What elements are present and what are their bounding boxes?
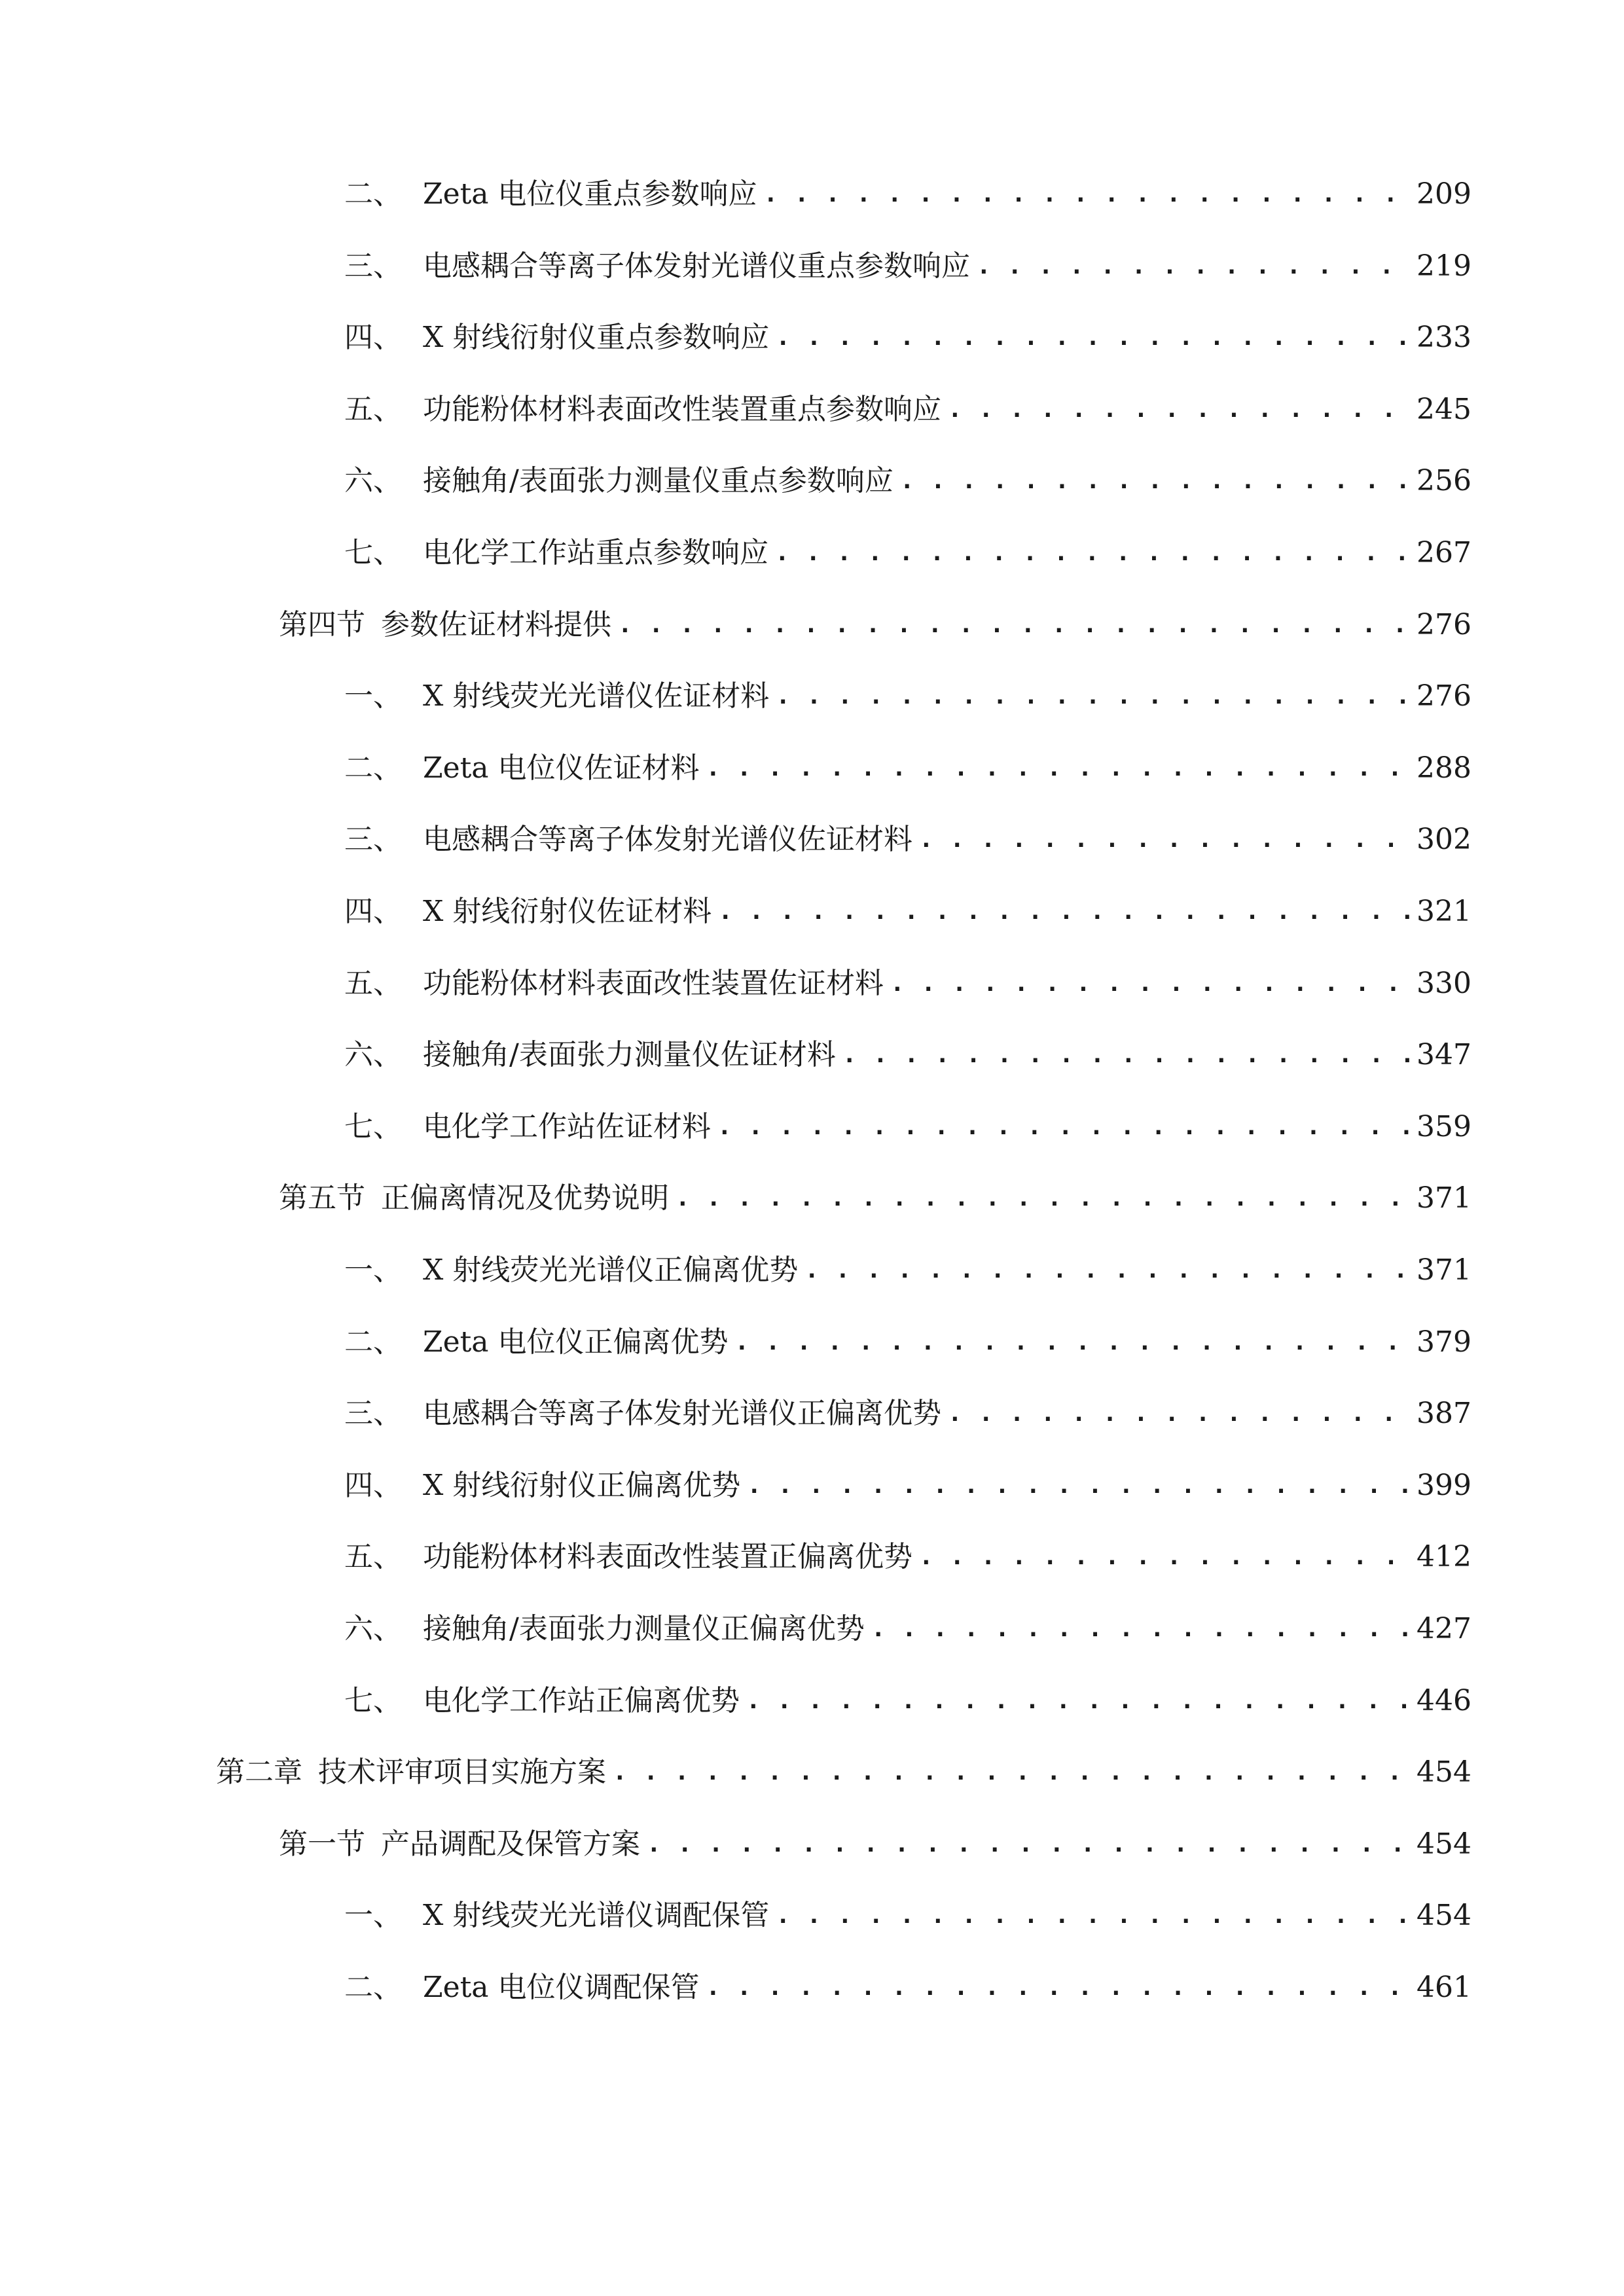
dot-leader [747,1463,1410,1509]
toc-entry-number: 七、 [344,1110,402,1143]
dot-leader [764,171,1411,217]
toc-entry-page-number: 427 [1416,1612,1471,1645]
toc-entry-title: 电化学工作站正偏离优势 [423,1684,740,1717]
toc-entry[interactable] [344,171,1471,217]
toc-entry[interactable] [344,1247,1471,1293]
toc-entry[interactable] [279,1821,1471,1867]
toc-entry-title: 电化学工作站重点参数响应 [423,536,768,569]
toc-entry-page-number: 267 [1416,536,1471,569]
toc-entry-number: 二、 [344,1971,402,2004]
toc-entry-title: 接触角/表面张力测量仪重点参数响应 [423,464,893,497]
toc-entry-page-number: 461 [1416,1971,1471,2004]
toc-entry-number: 第四节 [279,608,365,641]
toc-entry-page-number: 256 [1416,464,1471,497]
toc-entry-title: X 射线荧光光谱仪正偏离优势 [423,1253,799,1287]
toc-entry[interactable] [344,1032,1471,1078]
toc-entry[interactable] [344,387,1471,433]
toc-entry-page-number: 245 [1416,393,1471,426]
toc-entry[interactable] [216,1749,1471,1795]
toc-entry[interactable] [344,1893,1471,1939]
toc-entry-title: Zeta 电位仪正偏离优势 [423,1325,729,1359]
dot-leader [948,1391,1410,1437]
toc-entry[interactable] [344,673,1471,719]
toc-entry-number: 一、 [344,1253,402,1287]
toc-entry[interactable] [344,458,1471,504]
toc-entry[interactable] [344,1606,1471,1652]
dot-leader [718,889,1410,935]
toc-entry-title: X 射线衍射仪佐证材料 [423,895,712,928]
toc-entry[interactable] [344,315,1471,361]
toc-entry-number: 五、 [344,967,402,1000]
toc-entry-number: 二、 [344,751,402,785]
toc-entry-number: 六、 [344,1038,402,1071]
toc-entry-title: 功能粉体材料表面改性装置重点参数响应 [423,393,941,426]
dot-leader [647,1821,1410,1867]
toc-entry-title: X 射线荧光光谱仪佐证材料 [423,679,770,713]
toc-entry-page-number: 379 [1416,1325,1471,1359]
toc-entry-page-number: 454 [1416,1755,1471,1789]
toc-entry-page-number: 399 [1416,1469,1471,1502]
dot-leader [919,817,1410,863]
toc-entry[interactable] [344,1534,1471,1580]
toc-entry[interactable] [344,817,1471,863]
toc-entry-number: 六、 [344,464,402,497]
toc-entry-number: 第一节 [279,1827,365,1861]
toc-entry-title: 功能粉体材料表面改性装置佐证材料 [423,967,884,1000]
dot-leader [948,387,1410,433]
toc-entry-title: 产品调配及保管方案 [381,1827,640,1861]
toc-entry-page-number: 330 [1416,967,1471,1000]
toc-entry[interactable] [344,961,1471,1007]
toc-entry-page-number: 454 [1416,1827,1471,1861]
dot-leader [776,673,1410,719]
toc-entry-page-number: 371 [1416,1253,1471,1287]
toc-entry-number: 七、 [344,1684,402,1717]
dot-leader [776,315,1410,361]
toc-entry-number: 第五节 [279,1181,365,1215]
toc-entry-title: X 射线荧光光谱仪调配保管 [423,1899,770,1932]
dot-leader [717,1104,1410,1150]
toc-entry-page-number: 219 [1416,249,1471,283]
toc-entry-page-number: 446 [1416,1684,1471,1717]
toc-entry-title: 电感耦合等离子体发射光谱仪佐证材料 [423,823,912,856]
toc-entry-page-number: 209 [1416,177,1471,211]
toc-entry-title: Zeta 电位仪调配保管 [423,1971,700,2004]
toc-entry-title: 电感耦合等离子体发射光谱仪正偏离优势 [423,1397,941,1430]
toc-entry-page-number: 454 [1416,1899,1471,1932]
toc-entry[interactable] [344,1319,1471,1365]
toc-entry-number: 六、 [344,1612,402,1645]
toc-entry-page-number: 276 [1416,608,1471,641]
toc-entry-page-number: 233 [1416,321,1471,354]
toc-entry-page-number: 302 [1416,823,1471,856]
toc-entry[interactable] [344,530,1471,576]
dot-leader [977,243,1410,289]
toc-entry-title: 接触角/表面张力测量仪佐证材料 [423,1038,836,1071]
dot-leader [775,530,1410,576]
dot-leader [706,1965,1411,2011]
toc-entry-title: 接触角/表面张力测量仪正偏离优势 [423,1612,865,1645]
dot-leader [776,1893,1410,1939]
toc-entry-number: 七、 [344,536,402,569]
toc-entry[interactable] [344,889,1471,935]
toc-entry-number: 四、 [344,895,402,928]
toc-entry[interactable] [344,1104,1471,1150]
toc-entry[interactable] [279,1175,1471,1221]
toc-entry-page-number: 359 [1416,1110,1471,1143]
dot-leader [919,1534,1410,1580]
toc-entry-number: 四、 [344,321,402,354]
toc-entry-title: X 射线衍射仪正偏离优势 [423,1469,741,1502]
toc-entry-number: 五、 [344,1540,402,1573]
toc-entry-page-number: 288 [1416,751,1471,785]
toc-entry-number: 一、 [344,1899,402,1932]
toc-entry-title: 正偏离情况及优势说明 [381,1181,669,1215]
dot-leader [613,1749,1410,1795]
toc-entry-title: 参数佐证材料提供 [381,608,611,641]
toc-entry-number: 一、 [344,679,402,713]
toc-entry-number: 三、 [344,1397,402,1430]
toc-entry-number: 五、 [344,393,402,426]
toc-entry[interactable] [344,1463,1471,1509]
dot-leader [706,745,1411,791]
toc-entry-title: Zeta 电位仪佐证材料 [423,751,700,785]
toc-entry-number: 三、 [344,823,402,856]
toc-entry-number: 二、 [344,1325,402,1359]
toc-entry-page-number: 412 [1416,1540,1471,1573]
dot-leader [842,1032,1410,1078]
toc-entry-page-number: 371 [1416,1181,1471,1215]
toc-entry[interactable] [344,745,1471,791]
dot-leader [900,458,1410,504]
toc-entry-title: 功能粉体材料表面改性装置正偏离优势 [423,1540,912,1573]
toc-entry-number: 第二章 [216,1755,302,1789]
toc-entry-page-number: 387 [1416,1397,1471,1430]
toc-entry-number: 四、 [344,1469,402,1502]
toc-entry-title: Zeta 电位仪重点参数响应 [423,177,757,211]
dot-leader [676,1175,1410,1221]
dot-leader [735,1319,1411,1365]
toc-entry-number: 二、 [344,177,402,211]
toc-entry-page-number: 321 [1416,895,1471,928]
toc-entry-number: 三、 [344,249,402,283]
dot-leader [890,961,1410,1007]
dot-leader [618,602,1410,648]
toc-entry[interactable] [344,1391,1471,1437]
dot-leader [871,1606,1410,1652]
dot-leader [746,1678,1410,1724]
toc-entry-title: 电化学工作站佐证材料 [423,1110,711,1143]
toc-entry[interactable] [344,243,1471,289]
toc-entry-page-number: 347 [1416,1038,1471,1071]
toc-entry[interactable] [279,602,1471,648]
toc-entry[interactable] [344,1965,1471,2011]
toc-entry[interactable] [344,1678,1471,1724]
toc-entry-title: X 射线衍射仪重点参数响应 [423,321,770,354]
dot-leader [804,1247,1410,1293]
toc-entry-title: 电感耦合等离子体发射光谱仪重点参数响应 [423,249,970,283]
toc-entry-title: 技术评审项目实施方案 [318,1755,606,1789]
toc-entry-page-number: 276 [1416,679,1471,713]
